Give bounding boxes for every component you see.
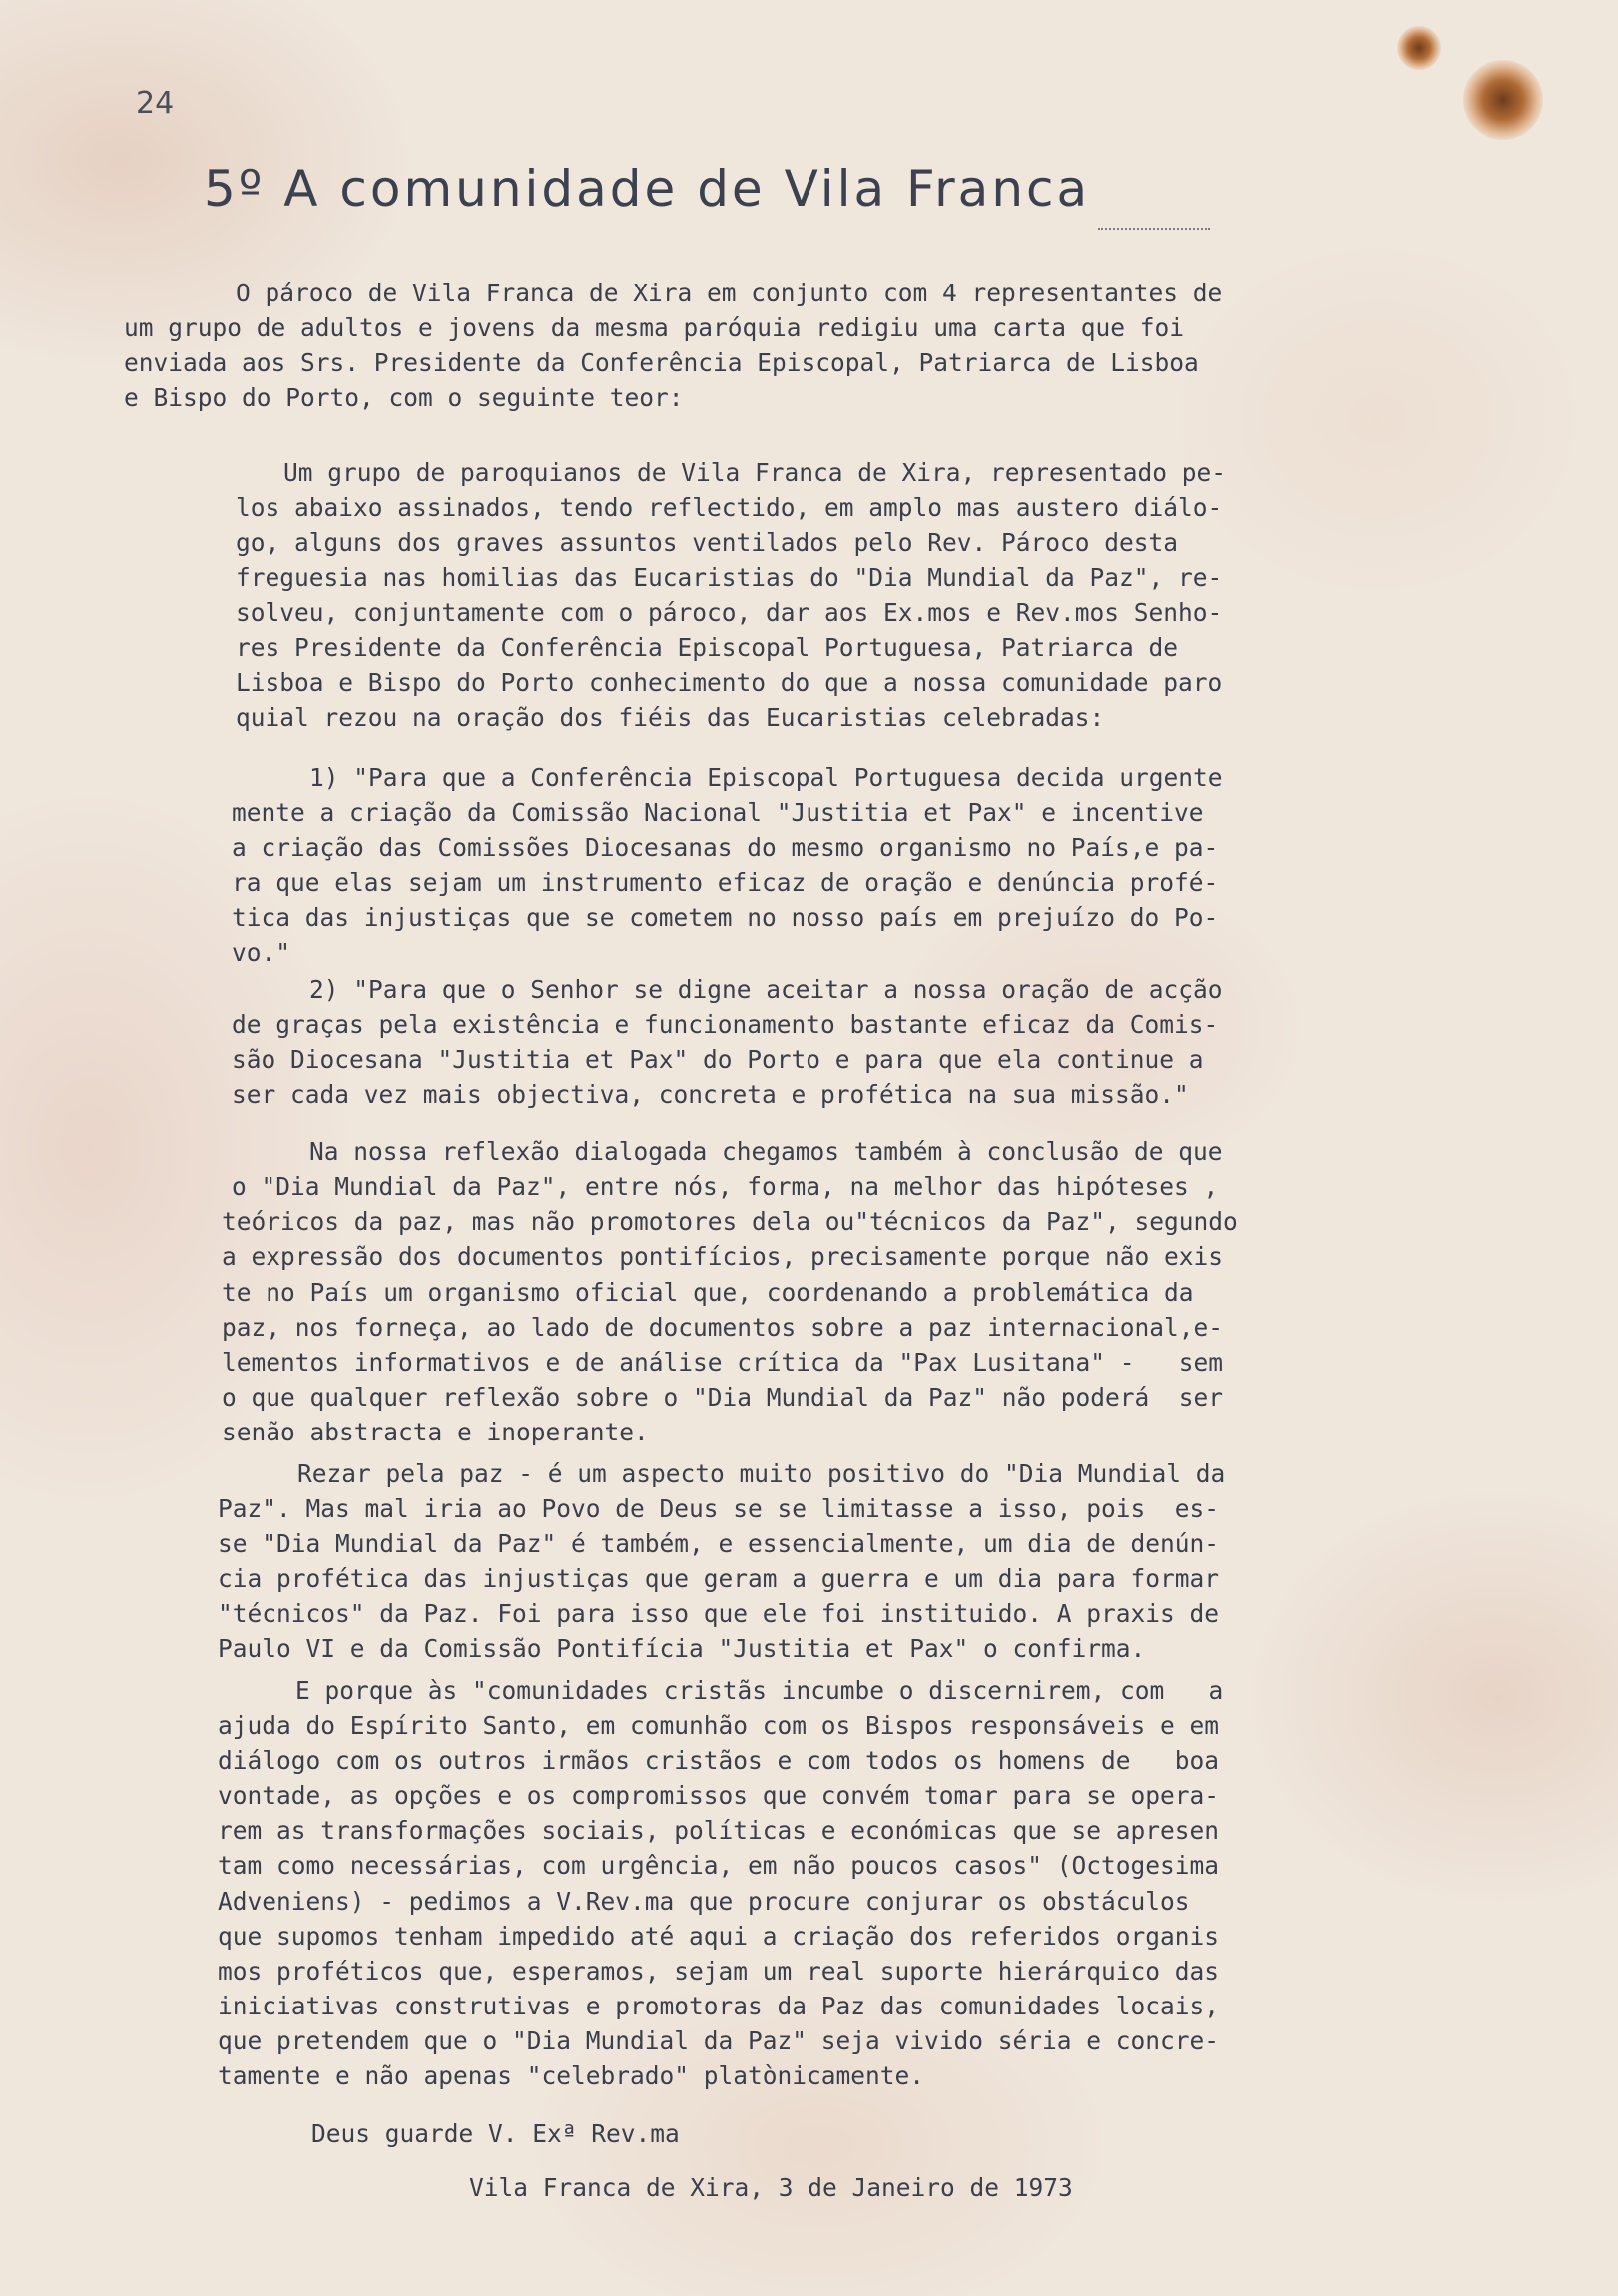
- text-line: ajuda do Espírito Santo, em comunhão com os Bispos responsáveis e em: [218, 1711, 1220, 1740]
- section-title: 5º A comunidade de Vila Franca: [204, 160, 1091, 218]
- text-line: Paulo VI e da Comissão Pontifícia "Justitia et Pax" o confirma.: [218, 1634, 1146, 1663]
- title-dotted-rule: [1098, 228, 1210, 230]
- text-line: são Diocesana "Justitia et Pax" do Porto e para que ela continue a: [232, 1045, 1204, 1074]
- text-line: um grupo de adultos e jovens da mesma paróquia redigiu uma carta que foi: [124, 313, 1185, 342]
- text-line: diálogo com os outros irmãos cristãos e com todos os homens de boa: [218, 1746, 1220, 1775]
- text-line: tamente e não apenas "celebrado" platònicamente.: [218, 2061, 925, 2090]
- text-line: Rezar pela paz - é um aspecto muito positivo do "Dia Mundial da: [297, 1459, 1226, 1488]
- text-line: vontade, as opções e os compromissos que convém tomar para se opera-: [218, 1781, 1220, 1810]
- text-line: E porque às "comunidades cristãs incumbe o discernirem, com a: [295, 1676, 1224, 1705]
- text-line: e Bispo do Porto, com o seguinte teor:: [124, 383, 684, 412]
- text-line: que supomos tenham impedido até aqui a criação dos referidos organis: [218, 1922, 1220, 1951]
- text-line: res Presidente da Conferência Episcopal Portuguesa, Patriarca de: [236, 633, 1179, 662]
- text-line: los abaixo assinados, tendo reflectido, em amplo mas austero diálo-: [236, 493, 1223, 522]
- text-line: rem as transformações sociais, políticas e económicas que se apresen: [218, 1816, 1220, 1845]
- text-line: Lisboa e Bispo do Porto conhecimento do que a nossa comunidade paro: [236, 668, 1223, 697]
- text-line: paz, nos forneça, ao lado de documentos sobre a paz internacional,e-: [222, 1313, 1224, 1342]
- text-line: "técnicos" da Paz. Foi para isso que ele foi instituido. A praxis de: [218, 1599, 1220, 1628]
- stain-mark: [1397, 26, 1441, 70]
- stain-mark: [1463, 60, 1543, 140]
- text-line: Na nossa reflexão dialogada chegamos também à conclusão de que: [309, 1137, 1223, 1166]
- text-line: mos proféticos que, esperamos, sejam um real suporte hierárquico das: [218, 1957, 1220, 1986]
- text-line: que pretendem que o "Dia Mundial da Paz" seja vivido séria e concre-: [218, 2026, 1220, 2055]
- page-number: 24: [136, 86, 175, 121]
- text-line: solveu, conjuntamente com o pároco, dar aos Ex.mos e Rev.mos Senho-: [236, 598, 1223, 627]
- text-line: o que qualquer reflexão sobre o "Dia Mundial da Paz" não poderá ser: [222, 1383, 1224, 1412]
- text-line: enviada aos Srs. Presidente da Conferência Episcopal, Patriarca de Lisboa: [124, 348, 1199, 377]
- text-line: Adveniens) - pedimos a V.Rev.ma que procure conjurar os obstáculos: [218, 1887, 1190, 1916]
- text-line: tica das injustiças que se cometem no nosso país em prejuízo do Po-: [232, 903, 1219, 932]
- text-line: vo.": [232, 938, 291, 967]
- text-line: lementos informativos e de análise crítica da "Pax Lusitana" - sem: [222, 1348, 1224, 1377]
- text-line: se "Dia Mundial da Paz" é também, e essencialmente, um dia de denún-: [218, 1529, 1220, 1558]
- text-line: Deus guarde V. Exª Rev.ma: [311, 2119, 680, 2148]
- text-line: tam como necessárias, com urgência, em não poucos casos" (Octogesima: [218, 1851, 1220, 1880]
- text-line: teóricos da paz, mas não promotores dela ou"técnicos da Paz", segundo: [222, 1207, 1238, 1236]
- text-line: de graças pela existência e funcionamento bastante eficaz da Comis-: [232, 1010, 1219, 1039]
- text-line: go, alguns dos graves assuntos ventilados pelo Rev. Pároco desta: [236, 528, 1179, 557]
- text-line: 1) "Para que a Conferência Episcopal Portuguesa decida urgente: [309, 763, 1223, 792]
- text-line: Vila Franca de Xira, 3 de Janeiro de 1973: [469, 2173, 1073, 2202]
- text-line: iniciativas construtivas e promotoras da Paz das comunidades locais,: [218, 1992, 1220, 2020]
- text-line: o "Dia Mundial da Paz", entre nós, forma, na melhor das hipóteses ,: [232, 1172, 1219, 1201]
- text-line: cia profética das injustiças que geram a guerra e um dia para formar: [218, 1564, 1220, 1593]
- text-line: O pároco de Vila Franca de Xira em conjunto com 4 representantes de: [236, 279, 1223, 307]
- text-line: quial rezou na oração dos fiéis das Eucaristias celebradas:: [236, 703, 1105, 732]
- text-line: a expressão dos documentos pontifícios, precisamente porque não exis: [222, 1242, 1224, 1271]
- text-line: freguesia nas homilias das Eucaristias do "Dia Mundial da Paz", re-: [236, 563, 1223, 592]
- text-line: te no País um organismo oficial que, coordenando a problemática da: [222, 1278, 1194, 1307]
- text-line: ser cada vez mais objectiva, concreta e profética na sua missão.": [232, 1080, 1189, 1109]
- text-line: ra que elas sejam um instrumento eficaz de oração e denúncia profé-: [232, 868, 1219, 897]
- text-line: 2) "Para que o Senhor se digne aceitar a nossa oração de acção: [309, 975, 1223, 1004]
- text-line: mente a criação da Comissão Nacional "Justitia et Pax" e incentive: [232, 798, 1204, 827]
- text-line: a criação das Comissões Diocesanas do mesmo organismo no País,e pa-: [232, 833, 1219, 861]
- text-line: Paz". Mas mal iria ao Povo de Deus se se limitasse a isso, pois es-: [218, 1494, 1220, 1523]
- text-line: senão abstracta e inoperante.: [222, 1418, 649, 1446]
- text-line: Um grupo de paroquianos de Vila Franca de Xira, representado pe-: [283, 458, 1227, 487]
